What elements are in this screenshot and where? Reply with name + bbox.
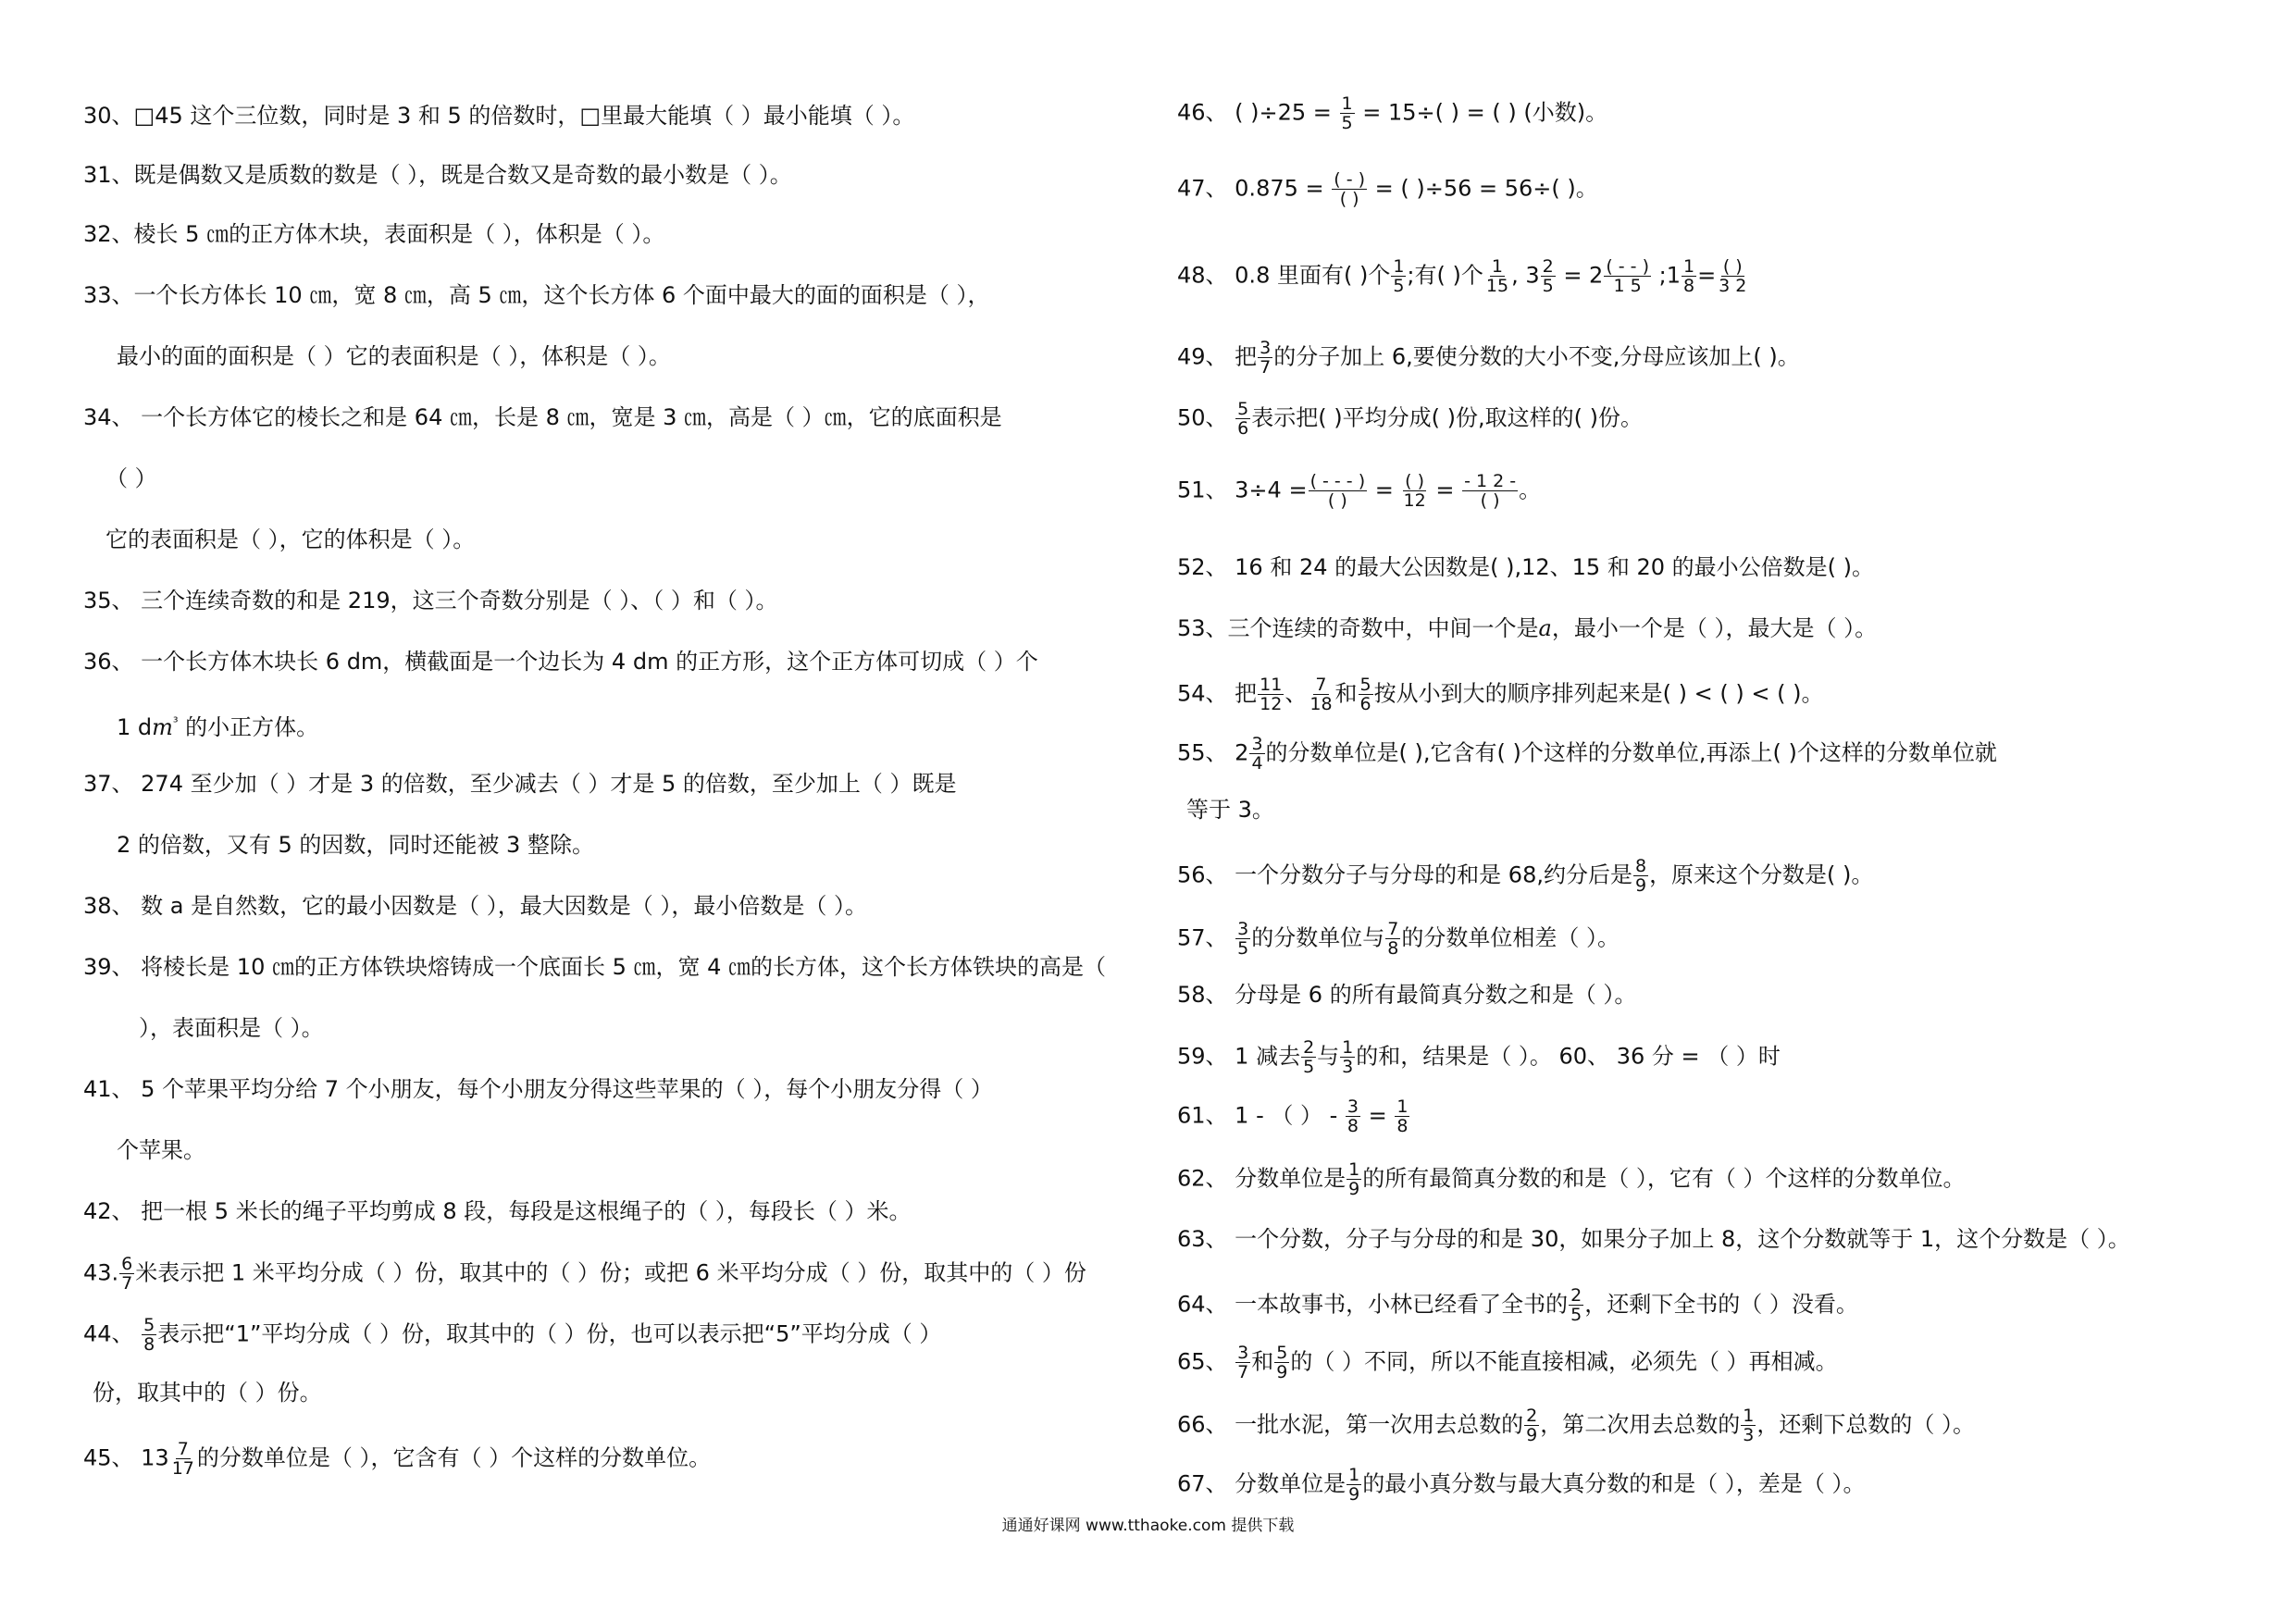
fraction xyxy=(1332,170,1367,208)
question-q53 xyxy=(1177,614,1877,642)
question-q67 xyxy=(1177,1466,1866,1504)
question-text: 与 xyxy=(1317,1043,1340,1070)
question-q38 xyxy=(83,892,867,920)
question-text: 54、 把 xyxy=(1177,680,1258,707)
fraction xyxy=(1347,1466,1361,1504)
fraction xyxy=(1346,1097,1360,1135)
fraction-numerator: 5 xyxy=(1276,1343,1288,1363)
question-text: 57、 xyxy=(1177,924,1235,951)
fraction xyxy=(1249,735,1264,773)
fraction-denominator: 8 xyxy=(1396,1116,1409,1136)
question-text: 55、 2 xyxy=(1177,739,1249,766)
question-text: 的分数单位是( ),它含有( )个这样的分数单位,再添上( )个这样的分数单位就 xyxy=(1265,739,1997,766)
question-q62 xyxy=(1177,1160,1966,1198)
question-q34b xyxy=(105,465,157,492)
question-text: 的小正方体。 xyxy=(178,714,319,740)
question-text: 43. xyxy=(83,1259,119,1286)
question-text: 1 d xyxy=(117,714,153,740)
fraction-denominator: 8 xyxy=(1347,1116,1359,1136)
fraction-denominator: ( ) xyxy=(1480,490,1500,511)
question-text: 45、 13 xyxy=(83,1444,169,1471)
fraction-numerator: 7 xyxy=(177,1439,189,1459)
fraction-numerator: 2 xyxy=(1526,1406,1538,1426)
question-text: 30、□45 这个三位数，同时是 3 和 5 的倍数时，□里最大能填（ ）最小能填（ ）。 xyxy=(83,103,915,129)
question-text: 62、 分数单位是 xyxy=(1177,1165,1347,1192)
fraction xyxy=(142,1316,156,1354)
question-text: = xyxy=(1368,477,1401,503)
fraction xyxy=(1402,472,1428,510)
fraction-denominator: 9 xyxy=(1526,1425,1538,1445)
question-text: 67、 分数单位是 xyxy=(1177,1470,1347,1497)
question-text: 58、 分母是 6 的所有最简真分数之和是（ ）。 xyxy=(1177,982,1637,1008)
question-q33b xyxy=(117,342,671,370)
question-text: 52、 16 和 24 的最大公因数是( ),12、15 和 20 的最小公倍数是( )。 xyxy=(1177,554,1874,580)
question-q63 xyxy=(1177,1225,2130,1253)
fraction xyxy=(1309,472,1368,510)
question-text: ，还剩下全书的（ ）没看。 xyxy=(1584,1291,1858,1318)
fraction xyxy=(1308,675,1334,713)
fraction-numerator: 11 xyxy=(1260,675,1283,695)
question-text: 和 xyxy=(1251,1348,1274,1375)
fraction-denominator: 5 xyxy=(1393,276,1405,296)
question-text: 59、 1 减去 xyxy=(1177,1043,1301,1070)
fraction xyxy=(1340,94,1355,132)
question-text: 53、三个连续的奇数中，中间一个是 xyxy=(1177,615,1539,641)
fraction-denominator: 9 xyxy=(1634,875,1647,896)
question-text: 39、 将棱长是 10 ㎝的正方体铁块熔铸成一个底面长 5 ㎝，宽 4 ㎝的长方体，这个长方体铁块的高是（ xyxy=(83,954,1107,980)
question-q59 xyxy=(1177,1038,1781,1076)
fraction xyxy=(1235,400,1250,438)
question-text: 的分数单位与 xyxy=(1251,924,1385,951)
question-text: = xyxy=(1428,477,1462,503)
fraction-denominator: 8 xyxy=(143,1334,155,1355)
fraction xyxy=(1385,920,1400,958)
question-text: 按从小到大的顺序排列起来是( ) < ( ) < ( )。 xyxy=(1373,680,1824,707)
question-text: 的所有最简真分数的和是（ ），它有（ ）个这样的分数单位。 xyxy=(1362,1165,1966,1192)
question-q41b xyxy=(117,1136,205,1164)
fraction-numerator: 3 xyxy=(1347,1096,1359,1117)
fraction-numerator: ( ) xyxy=(1405,471,1425,491)
question-text: 61、 1 - （ ） - xyxy=(1177,1102,1345,1129)
fraction-numerator: 3 xyxy=(1237,1343,1249,1363)
question-text: 和 xyxy=(1334,680,1358,707)
fraction-denominator: ( ) xyxy=(1327,490,1347,511)
question-text: 的和，结果是（ ）。 60、 36 分 = （ ）时 xyxy=(1356,1043,1781,1070)
question-text: 35、 三个连续奇数的和是 219，这三个奇数分别是（ ）、（ ）和（ ）。 xyxy=(83,588,778,613)
fraction-numerator: - 1 2 - xyxy=(1464,471,1517,491)
question-text: 米表示把 1 米平均分成（ ）份，取其中的（ ）份；或把 6 米平均分成（ ）份，取其中的（ ）份 xyxy=(135,1259,1086,1286)
fraction xyxy=(1741,1406,1756,1444)
question-q66 xyxy=(1177,1406,1975,1444)
fraction-numerator: ( - - ) xyxy=(1606,256,1649,277)
question-text: = ( )÷56 = 56÷( )。 xyxy=(1368,175,1598,202)
fraction xyxy=(1569,1286,1583,1324)
fraction-numerator: 2 xyxy=(1542,256,1554,277)
fraction-numerator: 5 xyxy=(1237,399,1249,419)
fraction-denominator: 3 2 xyxy=(1719,276,1747,296)
question-text: 的（ ）不同，所以不能直接相减，必须先（ ）再相减。 xyxy=(1290,1348,1838,1375)
fraction-numerator: ( - - - ) xyxy=(1309,471,1366,491)
question-q41 xyxy=(83,1075,993,1103)
question-text: = xyxy=(1361,1102,1395,1129)
question-q44 xyxy=(83,1316,941,1354)
fraction-denominator: 12 xyxy=(1403,490,1426,511)
question-text: 50、 xyxy=(1177,404,1235,431)
question-text: 份，取其中的（ ）份。 xyxy=(93,1380,322,1406)
question-q33 xyxy=(83,281,990,309)
fraction-denominator: 12 xyxy=(1260,694,1283,714)
question-text: 的分子加上 6,要使分数的大小不变,分母应该加上( )。 xyxy=(1273,343,1800,370)
question-q52 xyxy=(1177,553,1874,581)
fraction-denominator: 5 xyxy=(1341,113,1353,133)
fraction-numerator: 7 xyxy=(1315,675,1327,695)
question-text: 33、一个长方体长 10 ㎝，宽 8 ㎝，高 5 ㎝，这个长方体 6 个面中最大的面的面积是（ ）， xyxy=(83,282,990,308)
fraction xyxy=(1359,675,1373,713)
fraction-numerator: 6 xyxy=(121,1254,133,1274)
fraction xyxy=(1462,472,1518,510)
fraction-numerator: 1 xyxy=(1341,93,1353,114)
question-q64 xyxy=(1177,1286,1858,1324)
question-q50 xyxy=(1177,400,1643,438)
question-text: ，原来这个分数是( )。 xyxy=(1649,861,1874,888)
fraction-denominator: 9 xyxy=(1348,1484,1360,1505)
question-q55b xyxy=(1186,796,1274,824)
question-q30 xyxy=(83,102,914,130)
question-q44b xyxy=(93,1379,322,1406)
question-text: 个苹果。 xyxy=(117,1137,205,1163)
fraction-denominator: 9 xyxy=(1276,1362,1288,1382)
question-text: 46、 ( )÷25 = xyxy=(1177,99,1339,126)
question-q47 xyxy=(1177,170,1598,208)
fraction-numerator: 3 xyxy=(1260,338,1272,358)
question-text: = 2 xyxy=(1556,262,1604,289)
question-text: 。 xyxy=(1519,477,1542,503)
question-text: （ ） xyxy=(105,465,157,491)
fraction-denominator: 6 xyxy=(1237,418,1249,439)
fraction-numerator: 5 xyxy=(1359,675,1371,695)
fraction-denominator: 5 xyxy=(1303,1057,1315,1077)
question-text: 63、 一个分数，分子与分母的和是 30，如果分子加上 8，这个分数就等于 1，这个分数是（ ）。 xyxy=(1177,1226,2130,1252)
question-q48 xyxy=(1177,257,1749,295)
fraction-denominator: 3 xyxy=(1743,1425,1755,1445)
question-q36b xyxy=(117,709,318,741)
question-text: 37、 274 至少加（ ）才是 3 的倍数，至少减去（ ）才是 5 的倍数，至少加上（ ）既是 xyxy=(83,771,957,797)
fraction-numerator: 3 xyxy=(1237,919,1249,939)
question-q58 xyxy=(1177,981,1636,1009)
question-q55 xyxy=(1177,735,1997,773)
question-text: 2 的倍数，又有 5 的因数，同时还能被 3 整除。 xyxy=(117,832,594,858)
fraction xyxy=(1717,257,1748,295)
fraction xyxy=(119,1255,134,1293)
fraction xyxy=(1524,1406,1539,1444)
question-text: 44、 xyxy=(83,1320,142,1347)
fraction-denominator: 4 xyxy=(1251,753,1263,774)
fraction xyxy=(1258,675,1284,713)
question-text: 的分数单位是（ ），它含有（ ）个这样的分数单位。 xyxy=(196,1444,712,1471)
question-q39 xyxy=(83,953,1106,981)
question-text: 32、棱长 5 ㎝的正方体木块，表面积是（ ），体积是（ ）。 xyxy=(83,221,665,247)
fraction-numerator: 1 xyxy=(1342,1037,1354,1058)
question-text: 42、 把一根 5 米长的绳子平均剪成 8 段，每段是这根绳子的（ ），每段长（ ）米。 xyxy=(83,1198,912,1224)
question-text: ;1 xyxy=(1651,262,1681,289)
fraction-numerator: 3 xyxy=(1251,734,1263,754)
question-q37 xyxy=(83,770,957,798)
fraction-denominator: ( ) xyxy=(1339,189,1359,209)
question-text: 表示把“1”平均分成（ ）份，取其中的（ ）份，也可以表示把“5”平均分成（ ） xyxy=(157,1320,942,1347)
question-text: ，最小一个是（ ），最大是（ ）。 xyxy=(1551,615,1878,641)
fraction-denominator: 7 xyxy=(121,1273,133,1294)
question-text: = 15÷( ) = ( ) (小数)。 xyxy=(1355,99,1608,126)
fraction xyxy=(1391,257,1406,295)
question-text: = xyxy=(1697,262,1717,289)
page-footer: 通通好课网 www.tthaoke.com 提供下载 xyxy=(1001,1517,1295,1535)
fraction-denominator: 7 xyxy=(1260,357,1272,378)
question-text: 41、 5 个苹果平均分给 7 个小朋友，每个小朋友分得这些苹果的（ ），每个小朋友分得（ ） xyxy=(83,1076,993,1102)
question-q56 xyxy=(1177,857,1873,895)
question-text: 31、既是偶数又是质数的数是（ ），既是合数又是奇数的最小数是（ ）。 xyxy=(83,162,792,188)
fraction xyxy=(1340,1038,1355,1076)
fraction xyxy=(1682,257,1696,295)
question-q43 xyxy=(83,1255,1086,1293)
question-q54 xyxy=(1177,675,1823,713)
fraction xyxy=(1301,1038,1316,1076)
fraction-denominator: 6 xyxy=(1359,694,1371,714)
question-text: ），表面积是（ ）。 xyxy=(139,1015,324,1041)
question-text: ³ xyxy=(172,715,179,730)
question-text: ，还剩下总数的（ ）。 xyxy=(1756,1411,1975,1438)
question-text: 65、 xyxy=(1177,1348,1235,1375)
question-q35 xyxy=(83,587,778,614)
fraction-numerator: 2 xyxy=(1303,1037,1315,1058)
question-q34 xyxy=(83,403,1002,431)
fraction-numerator: ( - ) xyxy=(1334,169,1366,190)
question-text: a xyxy=(1538,615,1552,641)
question-text: 49、 把 xyxy=(1177,343,1258,370)
fraction xyxy=(1258,339,1272,377)
question-text: 最小的面的面积是（ ）它的表面积是（ ），体积是（ ）。 xyxy=(117,343,671,369)
fraction-numerator: 1 xyxy=(1682,256,1695,277)
fraction-denominator: 15 xyxy=(1485,276,1509,296)
question-text: ，第二次用去总数的 xyxy=(1540,1411,1741,1438)
fraction-numerator: ( ) xyxy=(1722,256,1743,277)
fraction-denominator: 9 xyxy=(1348,1179,1360,1199)
fraction-numerator: 7 xyxy=(1387,919,1399,939)
fraction xyxy=(1484,257,1510,295)
question-text: 64、 一本故事书，小林已经看了全书的 xyxy=(1177,1291,1569,1318)
fraction-denominator: 8 xyxy=(1387,938,1399,959)
fraction-numerator: 1 xyxy=(1393,256,1405,277)
fraction xyxy=(1633,857,1648,895)
question-text: 47、 0.875 = xyxy=(1177,175,1332,202)
fraction-denominator: 1 5 xyxy=(1613,276,1642,296)
fraction xyxy=(1541,257,1556,295)
fraction xyxy=(170,1440,196,1478)
question-text: 表示把( )平均分成( )份,取这样的( )份。 xyxy=(1251,404,1643,431)
question-q51 xyxy=(1177,472,1541,510)
question-text: 等于 3。 xyxy=(1186,797,1274,823)
fraction-denominator: 17 xyxy=(171,1458,194,1479)
fraction-numerator: 2 xyxy=(1570,1285,1582,1306)
question-q36 xyxy=(83,648,1038,675)
question-text: 38、 数 a 是自然数，它的最小因数是（ ），最大因数是（ ），最小倍数是（ ）。 xyxy=(83,893,868,919)
question-text: 的最小真分数与最大真分数的和是（ ），差是（ ）。 xyxy=(1362,1470,1866,1497)
fraction xyxy=(1395,1097,1409,1135)
question-text: m xyxy=(152,714,173,740)
fraction-numerator: 1 xyxy=(1348,1465,1360,1485)
fraction-numerator: 1 xyxy=(1491,256,1504,277)
question-q45 xyxy=(83,1440,711,1478)
question-q65 xyxy=(1177,1344,1838,1381)
fraction xyxy=(1274,1344,1289,1381)
question-q31 xyxy=(83,161,792,189)
question-q49 xyxy=(1177,339,1800,377)
question-q34c xyxy=(105,526,475,553)
fraction-denominator: 5 xyxy=(1570,1305,1582,1325)
fraction-denominator: 18 xyxy=(1309,694,1333,714)
question-text: 34、 一个长方体它的棱长之和是 64 ㎝，长是 8 ㎝，宽是 3 ㎝，高是（ ）㎝，它的底面积是 xyxy=(83,404,1002,430)
fraction-denominator: 8 xyxy=(1682,276,1695,296)
question-q32 xyxy=(83,220,664,248)
question-text: ;有( )个 xyxy=(1407,262,1483,289)
question-q46 xyxy=(1177,94,1607,132)
question-q42 xyxy=(83,1197,911,1225)
question-text: 66、 一批水泥，第一次用去总数的 xyxy=(1177,1411,1524,1438)
question-text: 56、 一个分数分子与分母的和是 68,约分后是 xyxy=(1177,861,1632,888)
question-q61 xyxy=(1177,1097,1410,1135)
fraction-numerator: 1 xyxy=(1348,1159,1360,1180)
question-text: 、 xyxy=(1285,680,1308,707)
fraction-denominator: 5 xyxy=(1542,276,1554,296)
question-text: 48、 0.8 里面有( )个 xyxy=(1177,262,1391,289)
fraction xyxy=(1235,1344,1250,1381)
fraction-denominator: 3 xyxy=(1342,1057,1354,1077)
question-text: 的分数单位相差（ ）。 xyxy=(1401,924,1620,951)
question-q39b xyxy=(139,1014,324,1042)
fraction-numerator: 8 xyxy=(1634,856,1647,876)
question-q57 xyxy=(1177,920,1620,958)
fraction xyxy=(1347,1160,1361,1198)
fraction xyxy=(1235,920,1250,958)
fraction-numerator: 1 xyxy=(1743,1406,1755,1426)
question-q37b xyxy=(117,831,594,859)
fraction-numerator: 5 xyxy=(143,1315,155,1335)
fraction xyxy=(1604,257,1651,295)
fraction-numerator: 1 xyxy=(1396,1096,1409,1117)
fraction-denominator: 5 xyxy=(1237,938,1249,959)
question-text: 36、 一个长方体木块长 6 dm，横截面是一个边长为 4 dm 的正方形，这个正方体可切成（ ）个 xyxy=(83,649,1038,675)
question-text: 51、 3÷4 = xyxy=(1177,477,1308,503)
question-text: 它的表面积是（ ），它的体积是（ ）。 xyxy=(105,527,476,552)
fraction-denominator: 7 xyxy=(1237,1362,1249,1382)
question-text: , 3 xyxy=(1511,262,1540,289)
